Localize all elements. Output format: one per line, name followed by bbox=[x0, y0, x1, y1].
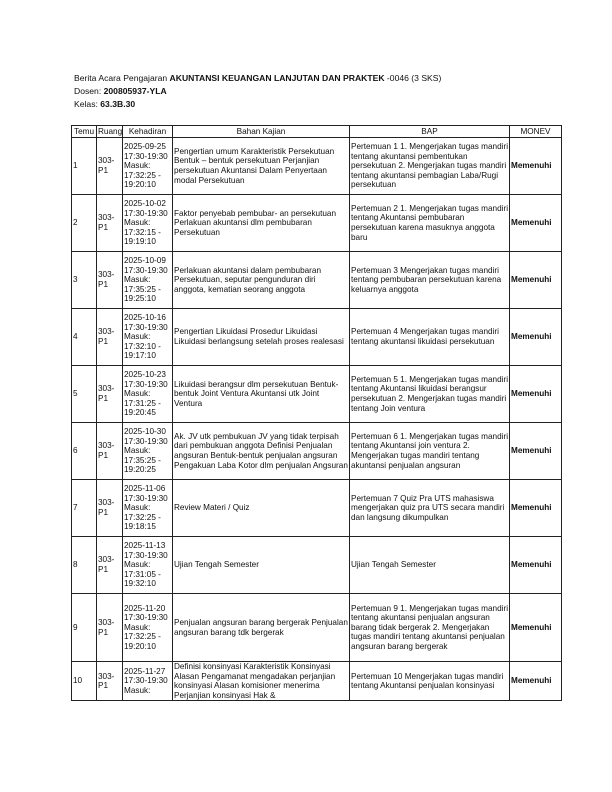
table-row bbox=[72, 537, 562, 594]
table-row bbox=[72, 366, 562, 423]
dosen-value: 200805937-YLA bbox=[103, 86, 167, 96]
cell-monev: Memenuhi bbox=[510, 423, 562, 480]
col-header-bap: BAP bbox=[350, 126, 510, 138]
kelas-label: Kelas: bbox=[74, 99, 101, 109]
cell-kehadiran: 2025-10-16 17:30-19:30 Masuk: 17:32:10 - 19:17:10 bbox=[123, 309, 173, 366]
cell-temu: 9 bbox=[72, 594, 97, 662]
col-header-kehadiran: Kehadiran bbox=[123, 126, 173, 138]
cell-bap: Ujian Tengah Semester bbox=[350, 537, 510, 594]
cell-kehadiran: 2025-10-23 17:30-19:30 Masuk: 17:31:25 - 19:20:45 bbox=[123, 366, 173, 423]
cell-kehadiran: 2025-09-25 17:30-19:30 Masuk: 17:32:25 - 19:20:10 bbox=[123, 138, 173, 195]
cell-kehadiran: 2025-11-27 17:30-19:30 Masuk: bbox=[123, 662, 173, 701]
cell-bahan: Perlakuan akuntansi dalam pembubaran Persekutuan, seputar pengunduran diri anggota, kematian seorang anggota bbox=[173, 252, 350, 309]
cell-bahan: Likuidasi berangsur dlm persekutuan Bentuk-bentuk Joint Ventura Akuntansi utk Joint Ventura bbox=[173, 366, 350, 423]
cell-ruang: 303-P1 bbox=[97, 594, 123, 662]
cell-bap: Pertemuan 1 1. Mengerjakan tugas mandiri tentang akuntansi pembentukan persekutuan 2. Mengerjakan tugas mandiri tentang akuntansi pembagian Laba/Rugi persekutuan bbox=[350, 138, 510, 195]
cell-bap: Pertemuan 2 1. Mengerjakan tugas mandiri tentang Akuntansi pembubaran persekutuan karena masuknya anggota baru bbox=[350, 195, 510, 252]
cell-bahan: Review Materi / Quiz bbox=[173, 480, 350, 537]
col-header-bahan-kajian: Bahan Kajian bbox=[173, 126, 350, 138]
table-row bbox=[72, 423, 562, 480]
cell-bahan: Faktor penyebab pembubar- an persekutuan Perlakuan akuntansi dlm pembubaran Persekutuan bbox=[173, 195, 350, 252]
col-header-ruang: Ruang bbox=[98, 126, 123, 136]
cell-bap: Pertemuan 3 Mengerjakan tugas mandiri tentang pembubaran persekutuan karena keluarnya anggota bbox=[350, 252, 510, 309]
table-row bbox=[72, 195, 562, 252]
cell-ruang: 303-P1 bbox=[97, 366, 123, 423]
cell-ruang: 303-P1 bbox=[97, 309, 123, 366]
cell-bahan: Ak. JV utk pembukuan JV yang tidak terpisah dari pembukuan anggota Definisi Penjualan angsuran Bentuk-bentuk penjualan angsuran Pengakuan Laba Kotor dlm penjualan Angsuran bbox=[173, 423, 350, 480]
col-header-monev: MONEV bbox=[510, 126, 562, 138]
cell-temu: 2 bbox=[72, 195, 97, 252]
cell-kehadiran: 2025-10-02 17:30-19:30 Masuk: 17:32:15 - 19:19:10 bbox=[123, 195, 173, 252]
table-row bbox=[72, 252, 562, 309]
cell-ruang: 303-P1 bbox=[97, 423, 123, 480]
cell-temu: 3 bbox=[72, 252, 97, 309]
cell-monev: Memenuhi bbox=[510, 537, 562, 594]
cell-bap: Pertemuan 6 1. Mengerjakan tugas mandiri tentang Akuntansi join ventura 2. Mengerjakan tugas mandiri tentang akuntansi penjualan angsuran bbox=[350, 423, 510, 480]
table-row bbox=[72, 138, 562, 195]
cell-ruang: 303-P1 bbox=[97, 195, 123, 252]
attendance-table bbox=[71, 125, 562, 701]
dosen-line bbox=[74, 85, 441, 98]
cell-temu: 4 bbox=[72, 309, 97, 366]
cell-ruang: 303-P1 bbox=[97, 480, 123, 537]
kelas-value: 63.3B.30 bbox=[100, 99, 136, 109]
table-header-row bbox=[72, 126, 562, 138]
cell-monev: Memenuhi bbox=[510, 138, 562, 195]
cell-monev: Memenuhi bbox=[510, 662, 562, 701]
course-name: AKUNTANSI KEUANGAN LANJUTAN DAN PRAKTEK bbox=[169, 73, 385, 83]
cell-bahan: Ujian Tengah Semester bbox=[173, 537, 350, 594]
cell-bahan: Pengertian umum Karakteristik Persekutuan Bentuk – bentuk persekutuan Perjanjian persekutuan Akuntansi Dalam Penyertaan modal Persekutuan bbox=[173, 138, 350, 195]
cell-monev: Memenuhi bbox=[510, 252, 562, 309]
document-header bbox=[74, 72, 441, 111]
cell-kehadiran: 2025-10-30 17:30-19:30 Masuk: 17:35:25 - 19:20:25 bbox=[123, 423, 173, 480]
cell-kehadiran: 2025-10-09 17:30-19:30 Masuk: 17:35:25 - 19:25:10 bbox=[123, 252, 173, 309]
table-row bbox=[72, 309, 562, 366]
cell-temu: 8 bbox=[72, 537, 97, 594]
cell-kehadiran: 2025-11-13 17:30-19:30 Masuk: 17:31:05 - 19:32:10 bbox=[123, 537, 173, 594]
cell-monev: Memenuhi bbox=[510, 195, 562, 252]
cell-temu: 6 bbox=[72, 423, 97, 480]
col-header-temu: Temu bbox=[72, 126, 97, 138]
cell-bap: Pertemuan 5 1. Mengerjakan tugas mandiri tentang Akuntansi likuidasi berangsur persekutuan 2. Mengerjakan tugas mandiri tentang Join ventura bbox=[350, 366, 510, 423]
cell-bap: Pertemuan 10 Mengerjakan tugas mandiri tentang Akuntansi penjualan konsinyasi bbox=[350, 662, 510, 701]
course-code: -0046 (3 SKS) bbox=[384, 73, 442, 83]
table-row bbox=[72, 480, 562, 537]
cell-ruang: 303-P1 bbox=[97, 138, 123, 195]
cell-kehadiran: 2025-11-20 17:30-19:30 Masuk: 17:32:25 - 19:20:10 bbox=[123, 594, 173, 662]
cell-bahan: Pengertian Likuidasi Prosedur Likuidasi Likuidasi berlangsung setelah proses realesasi bbox=[173, 309, 350, 366]
cell-temu: 1 bbox=[72, 138, 97, 195]
table-row bbox=[72, 594, 562, 662]
cell-temu: 7 bbox=[72, 480, 97, 537]
title-line bbox=[74, 72, 441, 85]
cell-ruang: 303-P1 bbox=[97, 662, 123, 701]
dosen-label: Dosen: bbox=[74, 86, 104, 96]
table-row bbox=[72, 662, 562, 701]
cell-monev: Memenuhi bbox=[510, 366, 562, 423]
cell-temu: 10 bbox=[72, 662, 97, 701]
title-prefix: Berita Acara Pengajaran bbox=[74, 73, 170, 83]
cell-monev: Memenuhi bbox=[510, 480, 562, 537]
cell-bap: Pertemuan 9 1. Mengerjakan tugas mandiri tentang akuntansi penjualan angsuran barang tidak bergerak 2. Mengerjakan tugas mandiri tentang akuntansi penjualan angsuran barang bergerak bbox=[350, 594, 510, 662]
cell-bahan: Penjualan angsuran barang bergerak Penjualan angsuran barang tdk bergerak bbox=[173, 594, 350, 662]
cell-bahan: Definisi konsinyasi Karakteristik Konsinyasi Alasan Pengamanat mengadakan perjanjian konsinyasi Alasan komisioner menerima Perjanjian konsinyasi Hak & bbox=[173, 662, 350, 701]
cell-ruang: 303-P1 bbox=[97, 252, 123, 309]
cell-monev: Memenuhi bbox=[510, 594, 562, 662]
cell-kehadiran: 2025-11-06 17:30-19:30 Masuk: 17:32:25 - 19:18:15 bbox=[123, 480, 173, 537]
kelas-line bbox=[74, 98, 441, 111]
cell-bap: Pertemuan 7 Quiz Pra UTS mahasiswa mengerjakan quiz pra UTS secara mandiri dan langsung dikumpulkan bbox=[350, 480, 510, 537]
cell-ruang: 303-P1 bbox=[97, 537, 123, 594]
cell-temu: 5 bbox=[72, 366, 97, 423]
cell-bap: Pertemuan 4 Mengerjakan tugas mandiri tentang akuntansi likuidasi persekutuan bbox=[350, 309, 510, 366]
cell-monev: Memenuhi bbox=[510, 309, 562, 366]
